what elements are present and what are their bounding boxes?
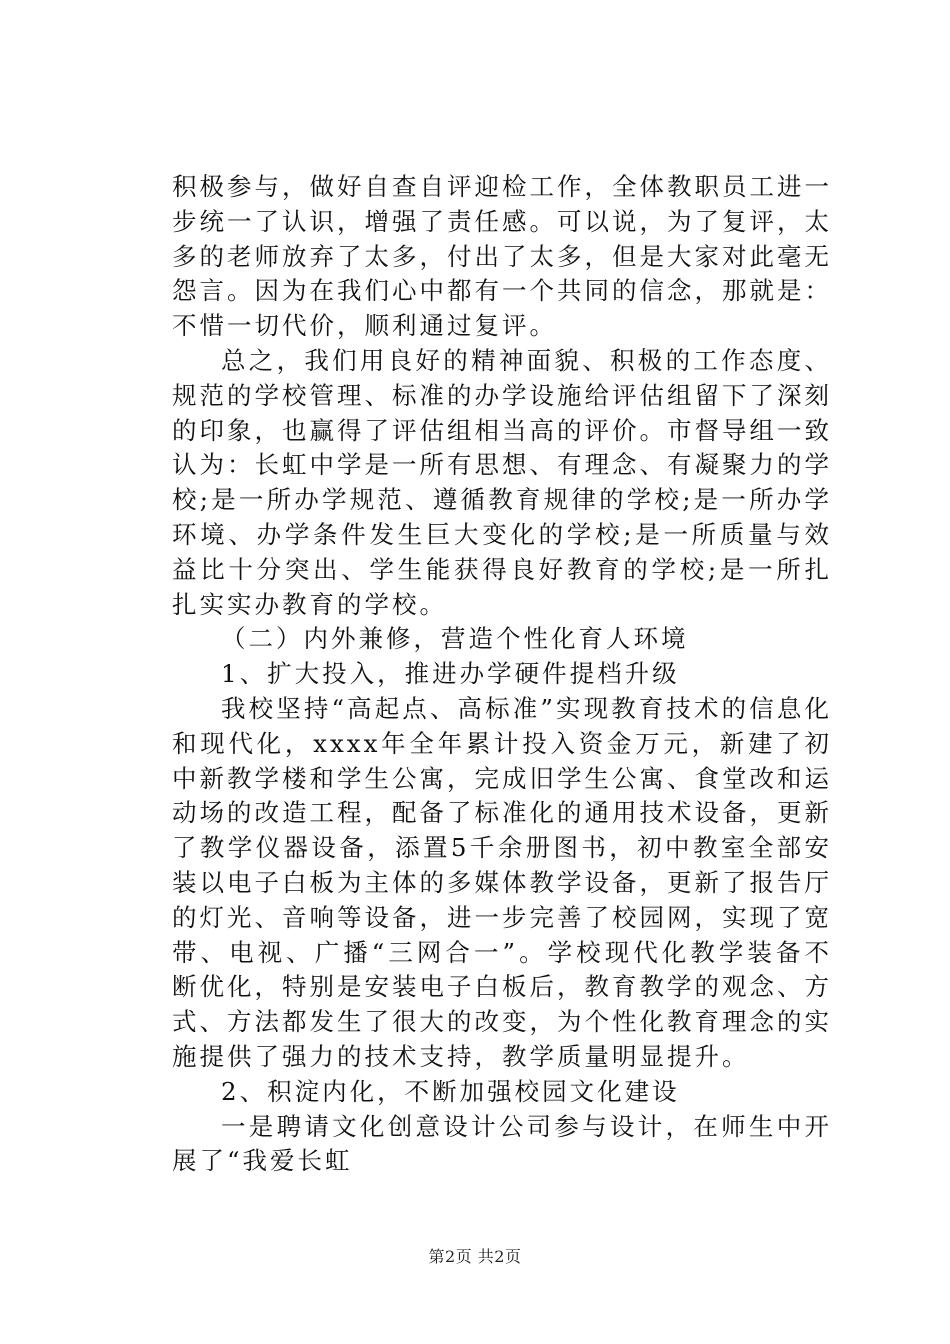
section-heading: （二）内外兼修，营造个性化育人环境 [221,624,689,654]
paragraph-summary: 总之，我们用良好的精神面貌、积极的工作态度、规范的学校管理、标准的办学设施给评估组留下了深刻的印象，也赢得了评估组相当高的评价。市督导组一致认为：长虹中学是一所有思想、有理念、有凝聚力的学校;是一所办学规范、遵循教育规律的学校;是一所办学环境、办学条件发生巨大变化的学校;是一所质量与效益比十分突出、学生能获得良好教育的学校;是一所扎扎实实办教育的学校。 [172,345,832,619]
paragraph-investment: 我校坚持“高起点、高标准”实现教育技术的信息化和现代化，xxxx年全年累计投入资金万元，新建了初中新教学楼和学生公寓，完成旧学生公寓、食堂改和运动场的改造工程，配备了标准化的通用技术设备，更新了教学仪器设备，添置5千余册图书，初中教室全部安装以电子白板为主体的多媒体教学设备，更新了报告厅的灯光、音响等设备，进一步完善了校园网，实现了宽带、电视、广播“三网合一”。学校现代化教学装备不断优化，特别是安装电子白板后，教育教学的观念、方式、方法都发生了很大的改变，为个性化教育理念的实施提供了强力的技术支持，教学质量明显提升。 [172,693,832,1071]
subsection-heading-1: 1、扩大投入，推进办学硬件提档升级 [221,659,680,689]
page-footer: 第2页 共2页 [428,1247,522,1266]
paragraph-culture: 一是聘请文化创意设计公司参与设计，在师生中开展了“我爱长虹 [172,1111,832,1176]
document-body [172,170,832,1179]
subsection-heading-2: 2、积淀内化，不断加强校园文化建设 [221,1076,680,1106]
paragraph-continuation: 积极参与，做好自查自评迎检工作，全体教职员工进一步统一了认识，增强了责任感。可以说，为了复评，太多的老师放弃了太多，付出了太多，但是大家对此毫无怨言。因为在我们心中都有一个共同的信念，那就是：不惜一切代价，顺利通过复评。 [172,172,832,341]
